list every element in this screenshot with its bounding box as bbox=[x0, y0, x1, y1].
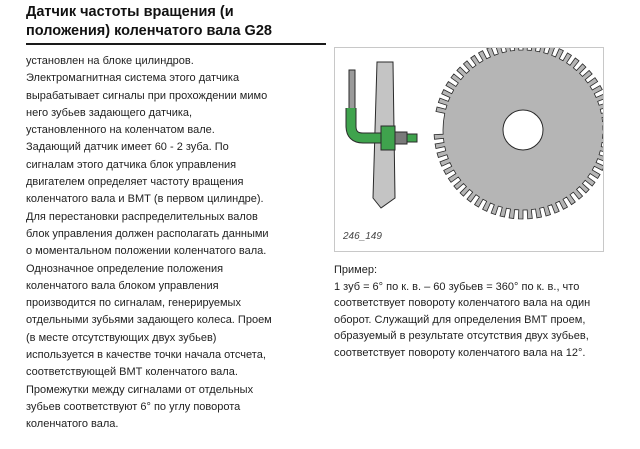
body-line: установлен на блоке цилиндров. bbox=[26, 55, 194, 67]
title-line-1: Датчик частоты вращения (и bbox=[26, 4, 234, 20]
body-line: Промежутки между сигналами от отдельных bbox=[26, 383, 254, 396]
example-line: соответствует повороту коленчатого вала на 12°. bbox=[334, 346, 586, 359]
example-line: образуемый в результате отсутствия двух зубьев, bbox=[334, 330, 589, 342]
body-line: вырабатывает сигналы при прохождении мимо bbox=[26, 89, 268, 102]
body-line: (в месте отсутствующих двух зубьев) bbox=[26, 331, 217, 344]
wheel-hub-hole bbox=[503, 110, 543, 150]
body-line: Однозначное определение положения bbox=[26, 262, 224, 275]
example-line: оборот. Служащий для определения ВМТ проем, bbox=[334, 313, 586, 326]
body-line: Задающий датчик имеет 60 - 2 зуба. По bbox=[26, 141, 229, 154]
sensor-tip bbox=[407, 134, 417, 142]
title-underline bbox=[26, 43, 326, 45]
body-line: соответствующей ВМТ коленчатого вала. bbox=[26, 366, 238, 379]
sensor-diagram bbox=[335, 48, 604, 252]
body-line: коленчатого вала и ВМТ (в первом цилиндре). bbox=[26, 193, 264, 206]
mounting-bolt bbox=[395, 132, 407, 144]
title-line-2: положения) коленчатого вала G28 bbox=[26, 23, 272, 39]
sensor-head bbox=[381, 126, 395, 150]
body-line: установленного на коленчатом вале. bbox=[26, 124, 215, 137]
body-line: производится по сигналам, генерируемых bbox=[26, 297, 241, 310]
body-line: коленчатого вала. bbox=[26, 418, 119, 431]
example-line: 1 зуб = 6° по к. в. – 60 зубьев = 360° по к. в., что bbox=[334, 280, 580, 293]
page-title bbox=[26, 3, 326, 41]
body-line: него зубьев задающего датчика, bbox=[26, 106, 193, 119]
body-line: отдельными зубьями задающего колеса. Проем bbox=[26, 314, 272, 327]
body-line: сигналам этого датчика блок управления bbox=[26, 158, 237, 171]
example-line: соответствует повороту коленчатого вала на один bbox=[334, 297, 591, 309]
body-text bbox=[26, 53, 308, 434]
body-line: блок управления должен располагать данными bbox=[26, 227, 269, 240]
body-line: двигателем определяет частоту вращения bbox=[26, 176, 244, 189]
body-line: Для перестановки распределительных валов bbox=[26, 210, 258, 223]
example-heading: Пример: bbox=[334, 264, 378, 276]
figure-label: 246_149 bbox=[343, 231, 382, 242]
trigger-wheel bbox=[434, 48, 604, 219]
body-line: коленчатого вала блоком управления bbox=[26, 279, 219, 292]
body-line: используется в качестве точки начала отсчета, bbox=[26, 349, 266, 362]
example-text bbox=[334, 262, 616, 361]
sensor-figure bbox=[334, 47, 604, 252]
body-line: о моментальном положении коленчатого вала. bbox=[26, 245, 267, 258]
body-line: Электромагнитная система этого датчика bbox=[26, 72, 240, 85]
body-line: зубьев соответствуют 6° по углу поворота bbox=[26, 400, 241, 413]
